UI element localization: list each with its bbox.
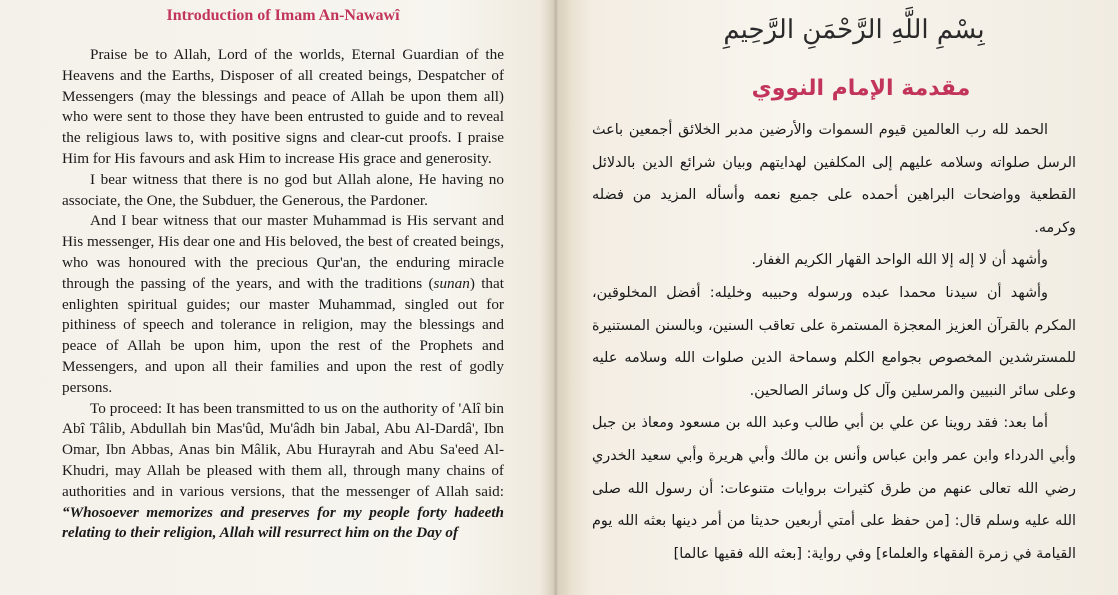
english-paragraph-2: I bear witness that there is no god but Allah alone, He having no associate, the One, the Subduer, the Generous, the Pardoner. [62,170,504,209]
arabic-body [592,114,1076,570]
arabic-paragraph-2: وأشهد أن لا إله إلا الله الواحد القهار الكريم الغفار. [751,252,1048,269]
arabic-paragraph-4: أما بعد: فقد روينا عن علي بن أبي طالب وعبد الله بن مسعود ومعاذ بن جبل وأبي الدرداء وابن عمر وابن عباس وأنس بن مالك وأبي هريرة وأبي سعيد الخدري رضي الله تعالى عنهم من طرق كثيرات بروايات متنوعات: أن رسول الله صلى الله عليه وسلم قال: [من حفظ على أمتي أربعين حديثا من أمر دينها بعثه الله يوم القيامة في زمرة الفقهاء والعلماء] وفي رواية: [بعثه الله فقيها عالما] [592,415,1076,562]
basmala-calligraphy: بِسْمِ اللَّهِ الرَّحْمَنِ الرَّحِيمِ [723,15,985,45]
english-paragraph-3-term: sunan [433,274,470,292]
arabic-paragraph-3: وأشهد أن سيدنا محمدا عبده ورسوله وحبيبه وخليله: أفضل المخلوقين، المكرم بالقرآن العزيز المعجزة المستمرة على تعاقب السنين، وبالسنن المستنيرة للمسترشدين المخصوص بجوامع الكلم وسماحة الدين صلوات الله وسلامه عليه وعلى سائر النبيين والمرسلين وآل كل وسائر الصالحين. [592,284,1076,399]
hadith-quote: “Whosoever memorizes and preserves for my people forty hadeeth relating to their religion, Allah will resurrect him on the Day of [62,503,504,542]
arabic-paragraph-1: الحمد لله رب العالمين قيوم السموات والأرضين مدبر الخلائق أجمعين باعث الرسل صلواته وسلامه عليهم إلى المكلفين لهدايتهم وبيان شرائع الدين بالدلائل القطعية وواضحات البراهين أحمده على جميع نعمه وأسأله المزيد من فضله وكرمه. [592,122,1076,236]
english-paragraph-1: Praise be to Allah, Lord of the worlds, Eternal Guardian of the Heavens and the Earths, Disposer of all created beings, Despatcher of Messengers (may the blessings and peace of Allah be upon them all) who were sent to those they have been entrusted to guide and to reveal the religious laws to, with positive signs and clear-cut proofs. I praise Him for His favours and ask Him to increase His grace and generosity. [62,46,504,167]
english-paragraph-4-part-a: To proceed: It has been transmitted to us on the authority of 'Alî bin Abî Tâlib, Abdullah bin Mas'ûd, Mu'âdh bin Jabal, Abu Al-Dardâ', Ibn Omar, Ibn Abbas, Anas bin Mâlik, Abu Hurayrah and Abu Sa'eed Al-Khudri, may Allah be pleased with them all, through many chains of authorities and in various versions, that the messenger of Allah said: [62,399,504,500]
english-paragraph-3-part-b: ) that enlighten spiritual guides; our master Muhammad, singled out for pithiness of speech and tolerance in religion, may the blessings and peace of Allah be upon him, upon the rest of the Prophets and Messengers, and upon all their families and upon the rest of godly persons. [62,274,504,396]
english-paragraph-3-part-a: And I bear witness that our master Muhammad is His servant and His messenger, His dear one and His beloved, the best of created beings, who was honoured with the precious Qur'an, the enduring miracle through the passing of the years, and with the traditions ( [62,212,504,292]
english-paragraph-3 [62,211,504,398]
english-page [62,4,504,595]
english-paragraph-4 [62,399,504,545]
english-title: Introduction of Imam An-Nawawî [166,7,400,24]
arabic-title: مقدمة الإمام النووي [751,76,971,101]
book-gutter [540,0,570,595]
arabic-page [592,4,1076,595]
